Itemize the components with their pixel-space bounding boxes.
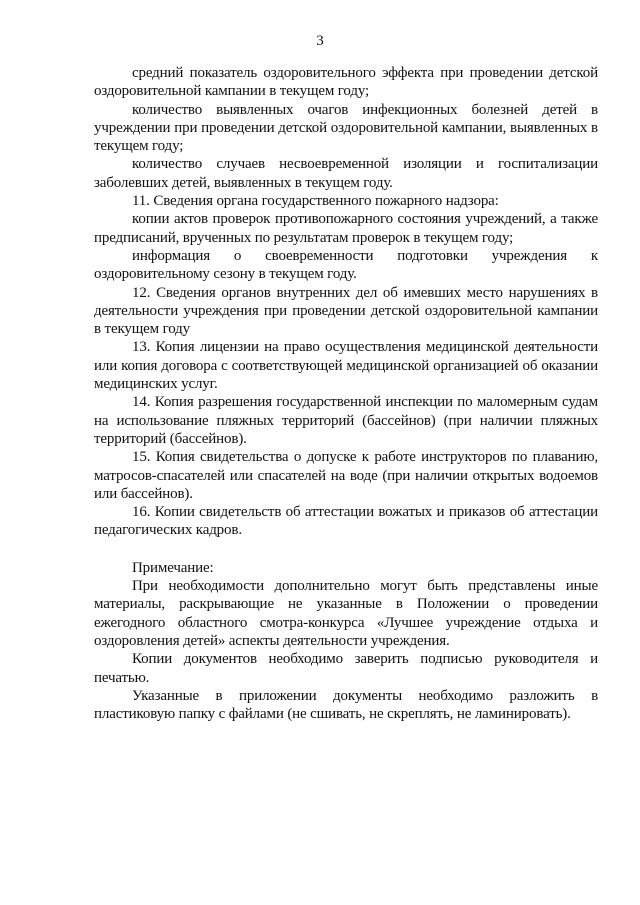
paragraph: количество выявленных очагов инфекционных болезней детей в учреждении при проведении детской оздоровительной кампании, выявленных в текущем году;	[94, 101, 598, 155]
paragraph-item-13: 13. Копия лицензии на право осуществления медицинской деятельности или копия договора с соответствующей медицинской организацией об оказании медицинских услуг.	[94, 339, 598, 393]
page-number: 3	[316, 33, 324, 49]
note-heading: Примечание:	[132, 559, 214, 576]
paragraph-item-14: 14. Копия разрешения государственной инспекции по маломерным судам на использование пляжных территорий (бассейнов) (при наличии пляжных территорий (бассейнов).	[94, 394, 598, 447]
paragraph-item-11: 11. Сведения органа государственного пожарного надзора:	[132, 193, 499, 210]
note-paragraph: Указанные в приложении документы необходимо разложить в пластиковую папку с файлами (не сшивать, не скреплять, не ламинировать).	[94, 687, 598, 723]
document-body	[94, 64, 598, 723]
paragraph: средний показатель оздоровительного эффекта при проведении детской оздоровительной кампании в текущем году;	[94, 65, 598, 100]
note-paragraph: Копии документов необходимо заверить подписью руководителя и печатью.	[94, 651, 598, 686]
paragraph: информация о своевременности подготовки учреждения к оздоровительному сезону в текущем году.	[94, 247, 598, 283]
paragraph-item-12: 12. Сведения органов внутренних дел об имевших место нарушениях в деятельности учреждения при проведении детской оздоровительной кампании в текущем году	[94, 284, 598, 338]
paragraph: количество случаев несвоевременной изоляции и госпитализации заболевших детей, выявленных в текущем году.	[94, 156, 598, 191]
note-paragraph: При необходимости дополнительно могут быть представлены иные материалы, раскрывающие не указанные в Положении о проведении ежегодного областного смотра-конкурса «Лучшее учреждение отдыха и оздоровления детей» аспекты деятельности учреждения.	[94, 578, 598, 649]
paragraph: копии актов проверок противопожарного состояния учреждений, а также предписаний, врученных по результатам проверок в текущем году;	[94, 211, 598, 246]
paragraph-item-16: 16. Копии свидетельств об аттестации вожатых и приказов об аттестации педагогических кадров.	[94, 504, 598, 539]
paragraph-item-15: 15. Копия свидетельства о допуске к работе инструкторов по плаванию, матросов-спасателей или спасателей на воде (при наличии открытых водоемов или бассейнов).	[94, 449, 598, 502]
